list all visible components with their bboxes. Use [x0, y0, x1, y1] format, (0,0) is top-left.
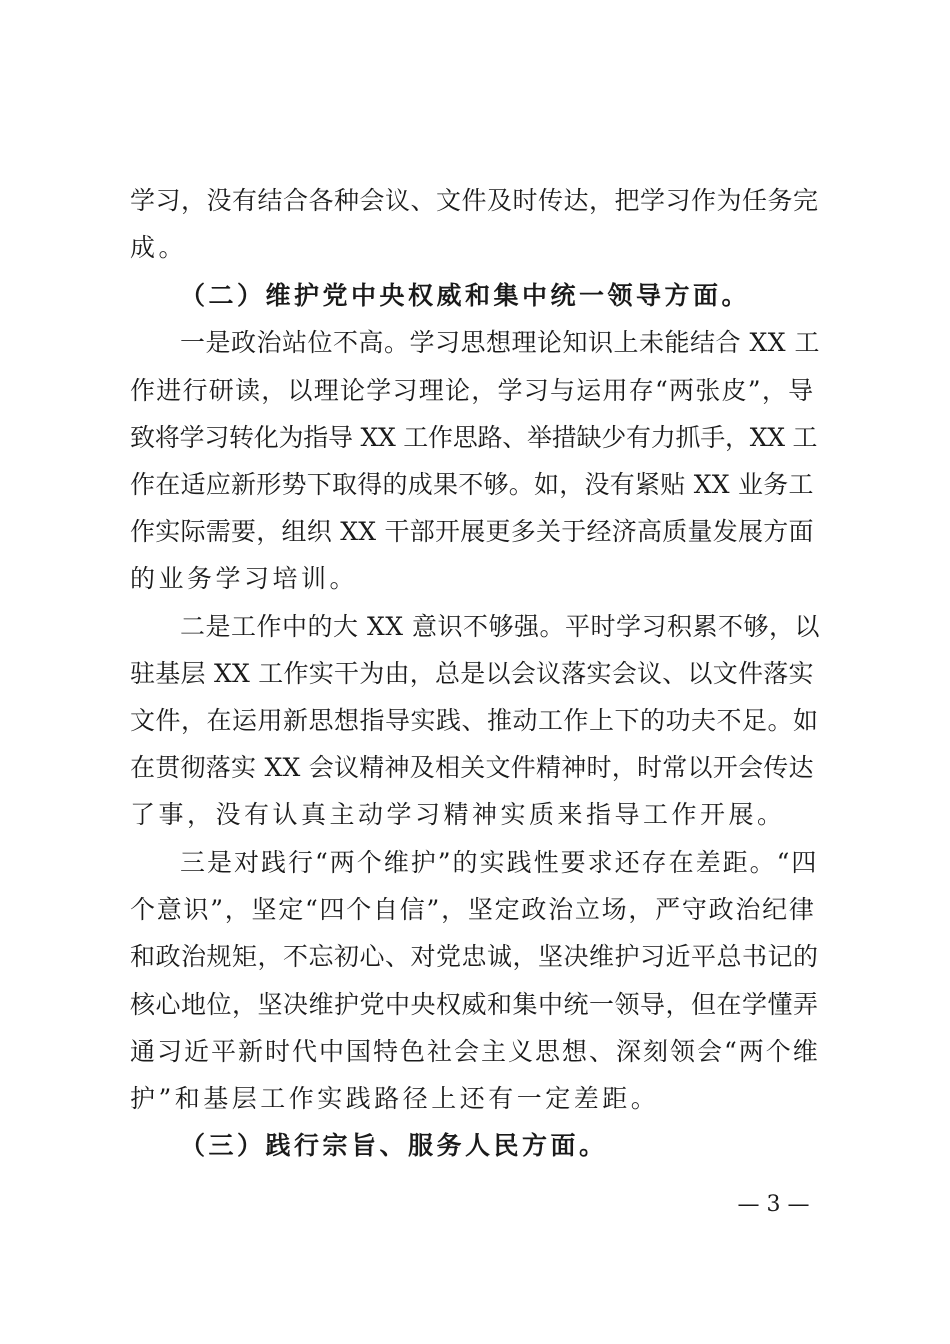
- body-text-line: 通习近平新时代中国特色社会主义思想、深刻领会“两个维: [130, 1037, 820, 1066]
- body-text-line: 了事，没有认真主动学习精神实质来指导工作开展。: [130, 800, 786, 829]
- body-text-line: 核心地位，坚决维护党中央权威和集中统一领导，但在学懂弄: [130, 990, 819, 1019]
- body-text-line: 一是政治站位不高。学习思想理论知识上未能结合 XX 工: [180, 328, 820, 357]
- body-text-line: 学习，没有结合各种会议、文件及时传达，把学习作为任务完: [130, 186, 819, 215]
- body-text-line: 的业务学习培训。: [130, 564, 359, 593]
- page-number: — 3 —: [737, 1192, 810, 1217]
- body-text-line: 作实际需要，组织 XX 干部开展更多关于经济高质量发展方面: [130, 517, 814, 546]
- body-text-line: 作在适应新形势下取得的成果不够。如，没有紧贴 XX 业务工: [130, 470, 814, 499]
- body-text-line: 和政治规矩，不忘初心、对党忠诚，坚决维护习近平总书记的: [130, 942, 819, 971]
- body-text-line: 护”和基层工作实践路径上还有一定差距。: [130, 1084, 660, 1113]
- section-heading-2: （二）维护党中央权威和集中统一领导方面。: [180, 281, 751, 310]
- body-text-line: 致将学习转化为指导 XX 工作思路、举措缺少有力抓手，XX 工: [130, 423, 818, 452]
- body-text-line: 二是工作中的大 XX 意识不够强。平时学习积累不够，以: [180, 612, 820, 641]
- body-text-line: 驻基层 XX 工作实干为由，总是以会议落实会议、以文件落实: [130, 659, 814, 688]
- section-heading-3: （三）践行宗旨、服务人民方面。: [180, 1131, 608, 1160]
- body-text-line: 三是对践行“两个维护”的实践性要求还存在差距。“四: [180, 848, 819, 877]
- body-text-line: 作进行研读，以理论学习理论，学习与运用存“两张皮”，导: [130, 376, 815, 405]
- body-text-line: 在贯彻落实 XX 会议精神及相关文件精神时，时常以开会传达: [130, 753, 814, 782]
- body-text-line: 文件，在运用新思想指导实践、推动工作上下的功夫不足。如: [130, 706, 819, 735]
- body-text-line: 成。: [130, 233, 188, 262]
- body-text-line: 个意识”，坚定“四个自信”，坚定政治立场，严守政治纪律: [130, 895, 816, 924]
